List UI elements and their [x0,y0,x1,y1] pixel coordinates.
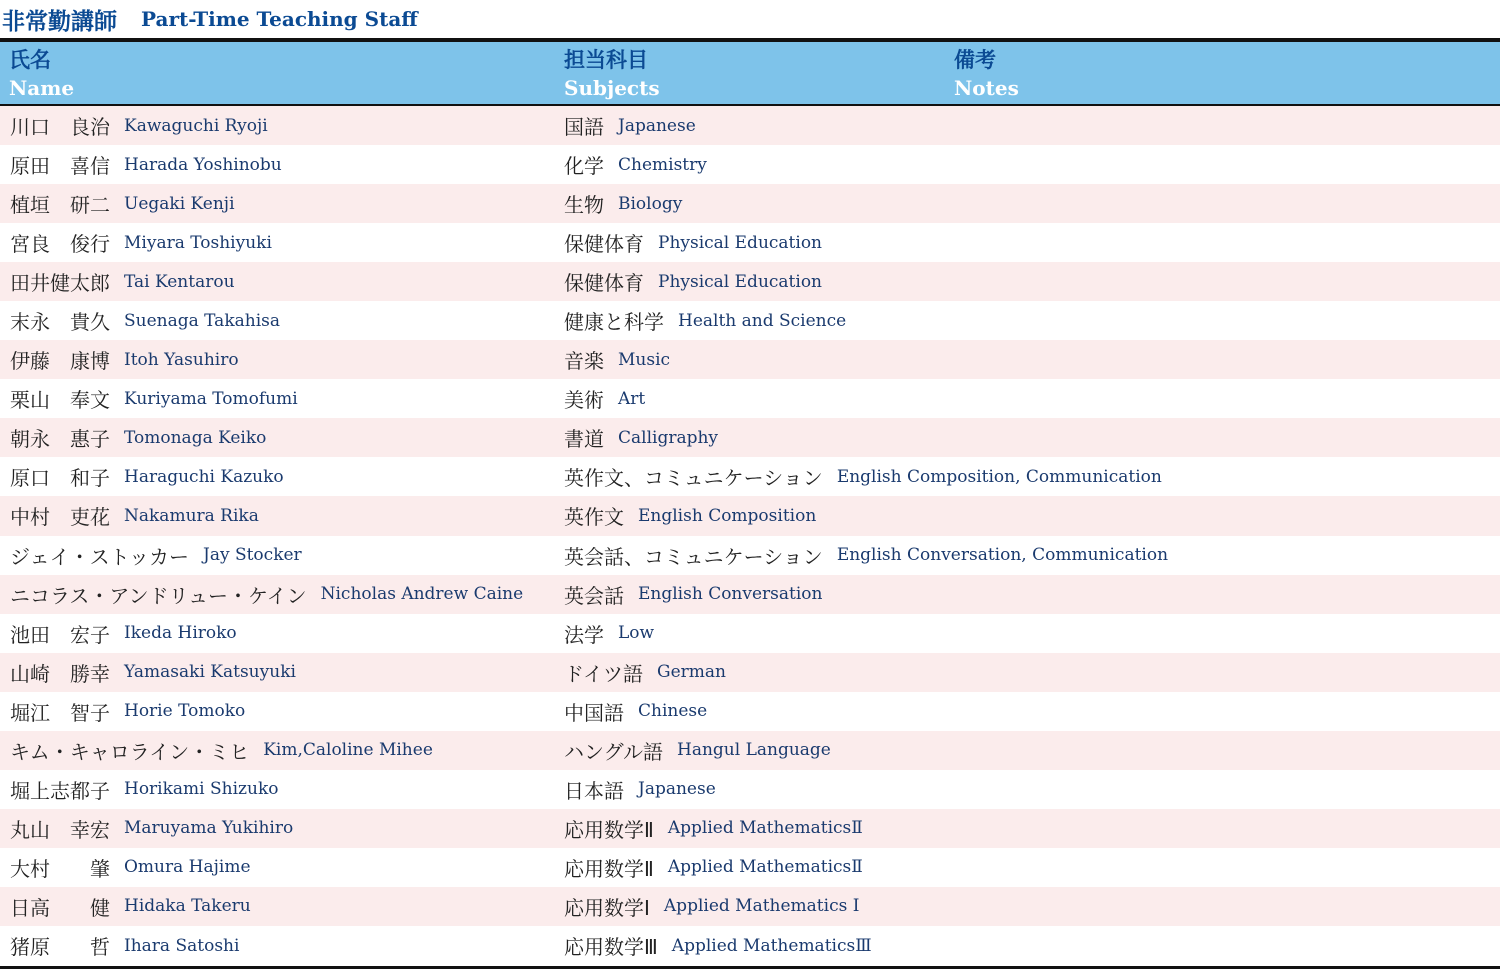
name-english: Maruyama Yukihiro [124,818,294,839]
subject-english: Hangul Language [677,740,831,761]
name-japanese: 堀江 智子 [10,700,110,725]
name-japanese: 末永 貴久 [10,310,110,335]
subject-japanese: 健康と科学 [564,310,664,335]
title-english: Part-Time Teaching Staff [141,7,418,31]
subject-english: Health and Science [678,310,847,331]
name-japanese: 堀上志都子 [10,778,110,803]
name-cell [10,301,280,340]
subject-english: Japanese [618,115,696,136]
name-english: Kim,Caloline Mihee [263,740,433,761]
subject-japanese: 保健体育 [564,271,644,296]
subject-japanese: 応用数学Ⅱ [564,856,654,881]
table-row [0,848,1500,887]
name-cell [10,770,279,809]
name-english: Kuriyama Tomofumi [124,388,298,409]
subject-english: Applied MathematicsⅡ [667,857,863,878]
name-english: Miyara Toshiyuki [124,232,272,253]
header-name-en: Name [9,76,75,100]
header-subjects [564,46,660,102]
header-notes [954,46,1019,102]
name-english: Harada Yoshinobu [124,154,282,175]
header-subjects-ja: 担当科目 [564,48,648,72]
subject-english: English Conversation, Communication [836,545,1169,566]
name-cell [10,536,302,575]
table-row [0,145,1500,184]
table-row [0,340,1500,379]
name-japanese: キム・キャロライン・ミヒ [10,739,250,764]
name-japanese: 宮良 俊行 [10,232,110,257]
subject-english: English Composition [638,505,817,526]
subject-cell [564,262,822,301]
table-row [0,184,1500,223]
table-row [0,379,1500,418]
table-row [0,731,1500,770]
subject-english: Applied Mathematics Ⅰ [663,896,860,917]
name-japanese: 川口 良治 [10,115,110,140]
name-english: Horie Tomoko [124,701,246,722]
subject-cell [564,848,863,887]
subject-cell [564,379,645,418]
subject-cell [564,731,831,770]
name-cell [10,575,523,614]
name-english: Omura Hajime [124,857,251,878]
name-cell [10,926,239,965]
subject-japanese: 応用数学Ⅰ [564,895,650,920]
name-japanese: 植垣 研二 [10,193,110,218]
name-cell [10,418,266,457]
name-japanese: 原口 和子 [10,466,110,491]
subject-english: Art [618,388,646,409]
name-cell [10,653,296,692]
subject-cell [564,692,707,731]
subject-cell [564,145,707,184]
name-japanese: ジェイ・ストッカー [10,544,189,569]
table-row [0,223,1500,262]
subject-english: Physical Education [658,271,822,292]
table-row [0,457,1500,496]
subject-english: Calligraphy [618,427,719,448]
name-english: Tomonaga Keiko [124,427,267,448]
table-row [0,653,1500,692]
subject-japanese: 英作文 [564,505,624,530]
table-header [0,42,1500,106]
name-english: Uegaki Kenji [124,193,235,214]
name-cell [10,340,239,379]
name-english: Suenaga Takahisa [124,310,280,331]
name-english: Horikami Shizuko [124,779,279,800]
name-japanese: 猪原 哲 [10,935,110,959]
name-cell [10,145,282,184]
name-cell [10,379,298,418]
subject-japanese: 美術 [564,388,604,413]
subject-cell [564,770,716,809]
header-subjects-en: Subjects [564,76,660,100]
subject-japanese: 保健体育 [564,232,644,257]
table-row [0,262,1500,301]
name-japanese: 大村 肇 [10,856,110,881]
table-row [0,926,1500,965]
name-japanese: 山崎 勝幸 [10,661,110,686]
name-japanese: 朝永 惠子 [10,427,110,452]
name-cell [10,887,251,926]
subject-cell [564,223,822,262]
name-cell [10,809,293,848]
name-cell [10,496,259,535]
name-english: Ihara Satoshi [124,935,240,956]
name-cell [10,223,272,262]
subject-japanese: ドイツ語 [564,661,643,686]
name-english: Nicholas Andrew Caine [320,584,524,605]
name-japanese: 伊藤 康博 [10,349,110,374]
name-cell [10,184,235,223]
subject-japanese: 応用数学Ⅱ [564,817,654,842]
subject-cell [564,496,816,535]
subject-cell [564,418,718,457]
subject-cell [564,106,696,145]
name-cell [10,262,235,301]
name-cell [10,614,237,653]
subject-cell [564,614,654,653]
table-row [0,106,1500,145]
header-name [9,46,74,102]
title-bar [0,0,1500,42]
name-cell [10,692,245,731]
name-japanese: 栗山 奉文 [10,388,110,413]
table-row [0,418,1500,457]
subject-japanese: 中国語 [564,700,624,725]
table-row [0,496,1500,535]
name-english: Hidaka Takeru [124,896,251,917]
table-row [0,887,1500,926]
table-row [0,809,1500,848]
subject-cell [564,184,682,223]
name-japanese: ニコラス・アンドリュー・ケイン [10,583,307,608]
subject-english: Biology [618,193,683,214]
name-cell [10,106,268,145]
subject-cell [564,809,863,848]
subject-cell [564,536,1168,575]
name-cell [10,848,251,887]
staff-table-body [0,106,1500,965]
name-japanese: 池田 宏子 [10,622,110,647]
name-english: Haraguchi Kazuko [124,466,284,487]
name-english: Yamasaki Katsuyuki [124,662,296,683]
subject-english: Low [618,623,655,644]
subject-japanese: 英作文、コミュニケーション [564,466,823,491]
subject-cell [564,926,872,965]
subject-japanese: 日本語 [564,778,624,803]
subject-japanese: 書道 [564,427,604,452]
subject-japanese: 化学 [564,154,604,179]
subject-english: German [657,662,726,683]
subject-english: English Composition, Communication [836,466,1162,487]
subject-cell [564,653,726,692]
subject-japanese: 国語 [564,115,604,140]
subject-cell [564,301,846,340]
subject-cell [564,575,823,614]
name-english: Kawaguchi Ryoji [124,115,268,136]
subject-japanese: 法学 [564,622,604,647]
subject-english: English Conversation [638,584,823,605]
subject-english: Chinese [638,701,708,722]
subject-english: Applied MathematicsⅢ [671,935,872,956]
header-name-ja: 氏名 [9,48,51,72]
name-english: Tai Kentarou [124,271,235,292]
subject-cell [564,887,859,926]
name-english: Ikeda Hiroko [124,623,237,644]
subject-english: Music [618,349,671,370]
name-japanese: 田井健太郎 [10,271,110,296]
name-english: Itoh Yasuhiro [124,349,239,370]
name-cell [10,457,284,496]
header-notes-en: Notes [954,76,1019,100]
subject-english: Applied MathematicsⅡ [667,818,863,839]
name-japanese: 日高 健 [10,895,110,920]
subject-japanese: 応用数学Ⅲ [564,935,658,959]
subject-japanese: ハングル語 [564,739,663,764]
table-row [0,770,1500,809]
name-english: Nakamura Rika [124,505,259,526]
table-row [0,301,1500,340]
table-row [0,614,1500,653]
header-notes-ja: 備考 [954,48,996,72]
subject-english: Physical Education [658,232,822,253]
name-english: Jay Stocker [203,545,302,566]
subject-cell [564,457,1162,496]
subject-japanese: 音楽 [564,349,604,374]
subject-cell [564,340,670,379]
table-row [0,536,1500,575]
subject-japanese: 英会話 [564,583,624,608]
name-japanese: 中村 吏花 [10,505,110,530]
subject-english: Japanese [638,779,716,800]
name-cell [10,731,433,770]
title-japanese: 非常勤講師 [2,8,117,35]
name-japanese: 丸山 幸宏 [10,817,110,842]
subject-japanese: 生物 [564,193,604,218]
subject-english: Chemistry [618,154,707,175]
name-japanese: 原田 喜信 [10,154,110,179]
subject-japanese: 英会話、コミュニケーション [564,544,823,569]
table-row [0,692,1500,731]
table-row [0,575,1500,614]
